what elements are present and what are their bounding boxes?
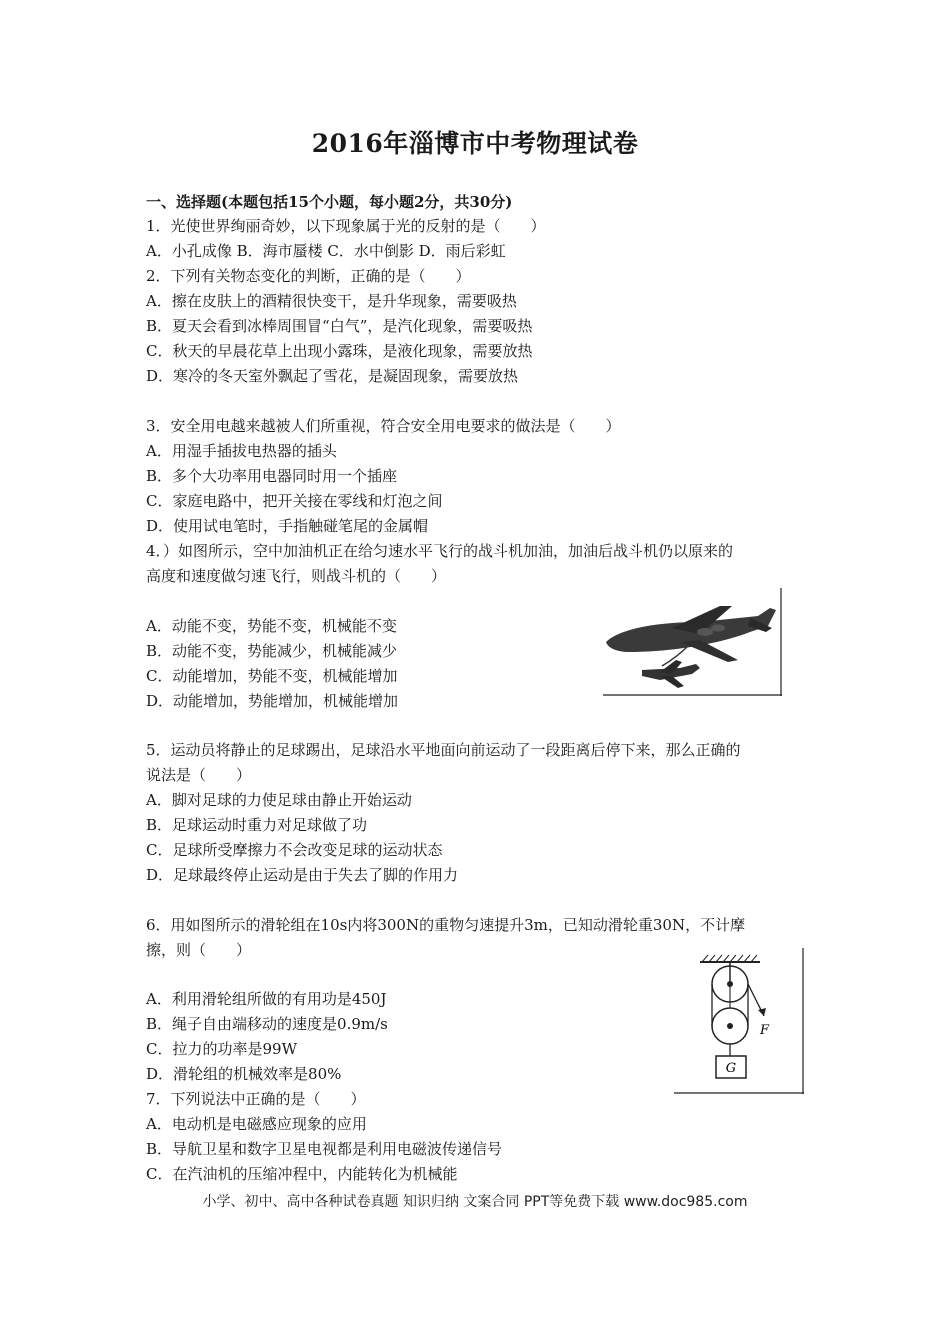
question-4-option-c: C．动能增加，势能不变，机械能增加 xyxy=(146,667,398,685)
force-label: F xyxy=(760,1023,770,1038)
question-3-option-a: A．用湿手插拔电热器的插头 xyxy=(146,442,337,460)
question-4-option-a: A．动能不变，势能不变，机械能不变 xyxy=(146,617,397,635)
question-3-option-d: D．使用试电笔时，手指触碰笔尾的金属帽 xyxy=(146,517,429,535)
question-5-option-c: C．足球所受摩擦力不会改变足球的运动状态 xyxy=(146,841,443,859)
question-6-option-d: D．滑轮组的机械效率是80% xyxy=(146,1065,342,1083)
page-footer: 小学、初中、高中各种试卷真题 知识归纳 文案合同 PPT等免费下载 www.doc985.com xyxy=(202,1194,748,1210)
question-3-option-b: B．多个大功率用电器同时用一个插座 xyxy=(146,467,398,485)
question-2: 2．下列有关物态变化的判断，正确的是（ ） xyxy=(146,267,471,285)
question-3-option-c: C．家庭电路中，把开关接在零线和灯泡之间 xyxy=(146,492,443,510)
section-heading: 一、选择题(本题包括15个小题，每小题2分，共30分) xyxy=(146,193,513,211)
question-2-option-c: C．秋天的早晨花草上出现小露珠，是液化现象，需要放热 xyxy=(146,342,533,360)
question-4-option-d: D．动能增加，势能增加，机械能增加 xyxy=(146,692,399,710)
question-5-cont: 说法是（ ） xyxy=(146,766,252,784)
question-7: 7．下列说法中正确的是（ ） xyxy=(146,1090,366,1108)
question-7-option-a: A．电动机是电磁感应现象的应用 xyxy=(146,1115,367,1133)
question-1: 1．光使世界绚丽奇妙，以下现象属于光的反射的是（ ） xyxy=(146,217,546,235)
question-6-option-a: A．利用滑轮组所做的有用功是450J xyxy=(146,990,387,1008)
pulley-system-figure xyxy=(672,948,806,1096)
question-2-option-d: D．寒冷的冬天室外飘起了雪花，是凝固现象，需要放热 xyxy=(146,367,519,385)
question-2-option-b: B．夏天会看到冰棒周围冒“白气”，是汽化现象，需要吸热 xyxy=(146,317,533,335)
weight-label: G xyxy=(725,1061,737,1076)
question-7-option-b: B．导航卫星和数字卫星电视都是利用电磁波传递信号 xyxy=(146,1140,503,1158)
question-6: 6．用如图所示的滑轮组在10s内将300N的重物匀速提升3m，已知动滑轮重30N，不计摩 xyxy=(146,916,746,934)
question-7-option-c: C．在汽油机的压缩冲程中，内能转化为机械能 xyxy=(146,1165,458,1183)
question-6-option-c: C．拉力的功率是99W xyxy=(146,1040,297,1058)
question-5: 5．运动员将静止的足球踢出，足球沿水平地面向前运动了一段距离后停下来，那么正确的 xyxy=(146,741,741,759)
page-title: 2016年淄博市中考物理试卷 xyxy=(311,129,639,158)
question-4-option-b: B．动能不变，势能减少，机械能减少 xyxy=(146,642,398,660)
question-4-cont: 高度和速度做匀速飞行，则战斗机的（ ） xyxy=(146,567,447,585)
question-5-option-d: D．足球最终停止运动是由于失去了脚的作用力 xyxy=(146,866,459,884)
question-6-cont: 擦，则（ ） xyxy=(146,941,252,959)
refueling-aircraft-figure xyxy=(600,588,784,698)
question-4: 4．）如图所示，空中加油机正在给匀速水平飞行的战斗机加油，加油后战斗机仍以原来的 xyxy=(146,542,734,560)
question-6-option-b: B．绳子自由端移动的速度是0.9m/s xyxy=(146,1015,388,1033)
question-1-options: A．小孔成像 B．海市蜃楼 C．水中倒影 D．雨后彩虹 xyxy=(146,242,506,260)
question-2-option-a: A．擦在皮肤上的酒精很快变干，是升华现象，需要吸热 xyxy=(146,292,517,310)
question-5-option-b: B．足球运动时重力对足球做了功 xyxy=(146,816,368,834)
question-3: 3．安全用电越来越被人们所重视，符合安全用电要求的做法是（ ） xyxy=(146,417,621,435)
question-5-option-a: A．脚对足球的力使足球由静止开始运动 xyxy=(146,791,412,809)
